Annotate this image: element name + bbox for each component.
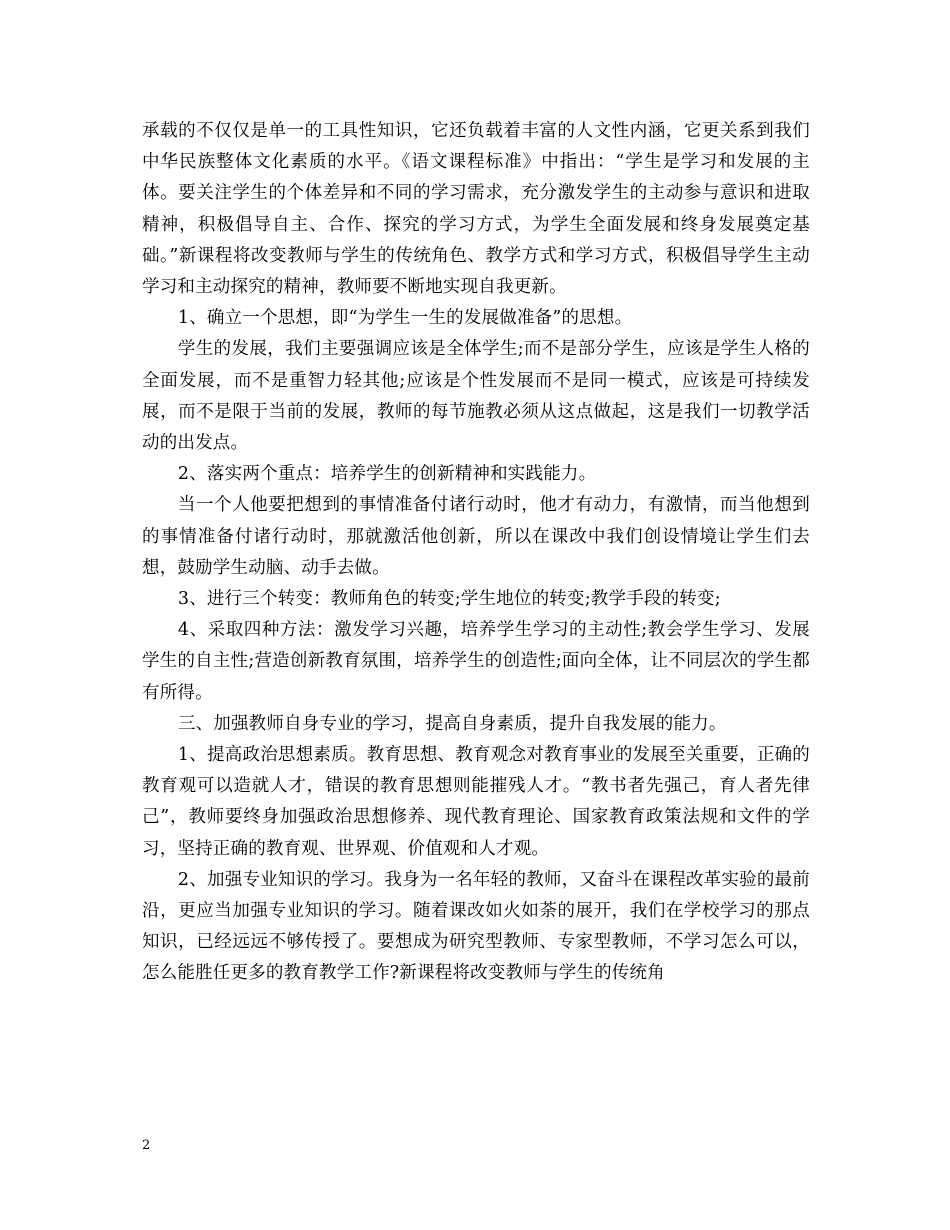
paragraph: 2、落实两个重点：培养学生的创新精神和实践能力。 — [177, 464, 597, 485]
paragraph: 1、提高政治思想素质。教育思想、教育观念对教育事业的发展至关重要，正确的教育观可以造就人才，错误的教育思想则能摧残人才。“教书者先强己，育人者先律己”，教师要终身加强政治思想修养、现代教育理论、国家教育政策法规和文件的学习，坚持正确的教育观、世界观、价值观和人才观。 — [142, 745, 810, 859]
paragraph: 承载的不仅仅是单一的工具性知识，它还负载着丰富的人文性内涵，它更关系到我们中华民族整体文化素质的水平。《语文课程标准》中指出：“学生是学习和发展的主体。要关注学生的个体差异和不同的学习需求，充分激发学生的主动参与意识和进取精神，积极倡导自主、合作、探究的学习方式，为学生全面发展和终身发展奠定基础。”新课程将改变教师与学生的传统角色、教学方式和学习方式，积极倡导学生主动学习和主动探究的精神，教师要不断地实现自我更新。 — [142, 121, 810, 298]
body-text — [142, 116, 810, 990]
paragraph: 三、加强教师自身专业的学习，提高自身素质，提升自我发展的能力。 — [177, 713, 727, 734]
paragraph: 2、加强专业知识的学习。我身为一名年轻的教师，又奋斗在课程改革实验的最前沿，更应当加强专业知识的学习。随着课改如火如荼的展开，我们在学校学习的那点知识，已经远远不够传授了。要想成为研究型教师、专家型教师，不学习怎么可以，怎么能胜任更多的教育教学工作?新课程将改变教师与学生的传统角 — [142, 869, 810, 984]
paragraph: 1、确立一个思想，即“为学生一生的发展做准备”的思想。 — [177, 308, 633, 329]
paragraph: 学生的发展，我们主要强调应该是全体学生;而不是部分学生，应该是学生人格的全面发展，而不是重智力轻其他;应该是个性发展而不是同一模式，应该是可持续发展，而不是限于当前的发展，教师的每节施教必须从这点做起，这是我们一切教学活动的出发点。 — [142, 339, 810, 454]
page-number: 2 — [142, 1138, 151, 1153]
paragraph: 3、进行三个转变：教师角色的转变;学生地位的转变;教学手段的转变; — [177, 589, 721, 610]
paragraph: 当一个人他要把想到的事情准备付诸行动时，他才有动力，有激情，而当他想到的事情准备付诸行动时，那就激活他创新，所以在课改中我们创设情境让学生们去想，鼓励学生动脑、动手去做。 — [142, 495, 810, 578]
paragraph: 4、采取四种方法：激发学习兴趣，培养学生学习的主动性;教会学生学习、发展学生的自主性;营造创新教育氛围，培养学生的创造性;面向全体，让不同层次的学生都有所得。 — [142, 620, 810, 703]
